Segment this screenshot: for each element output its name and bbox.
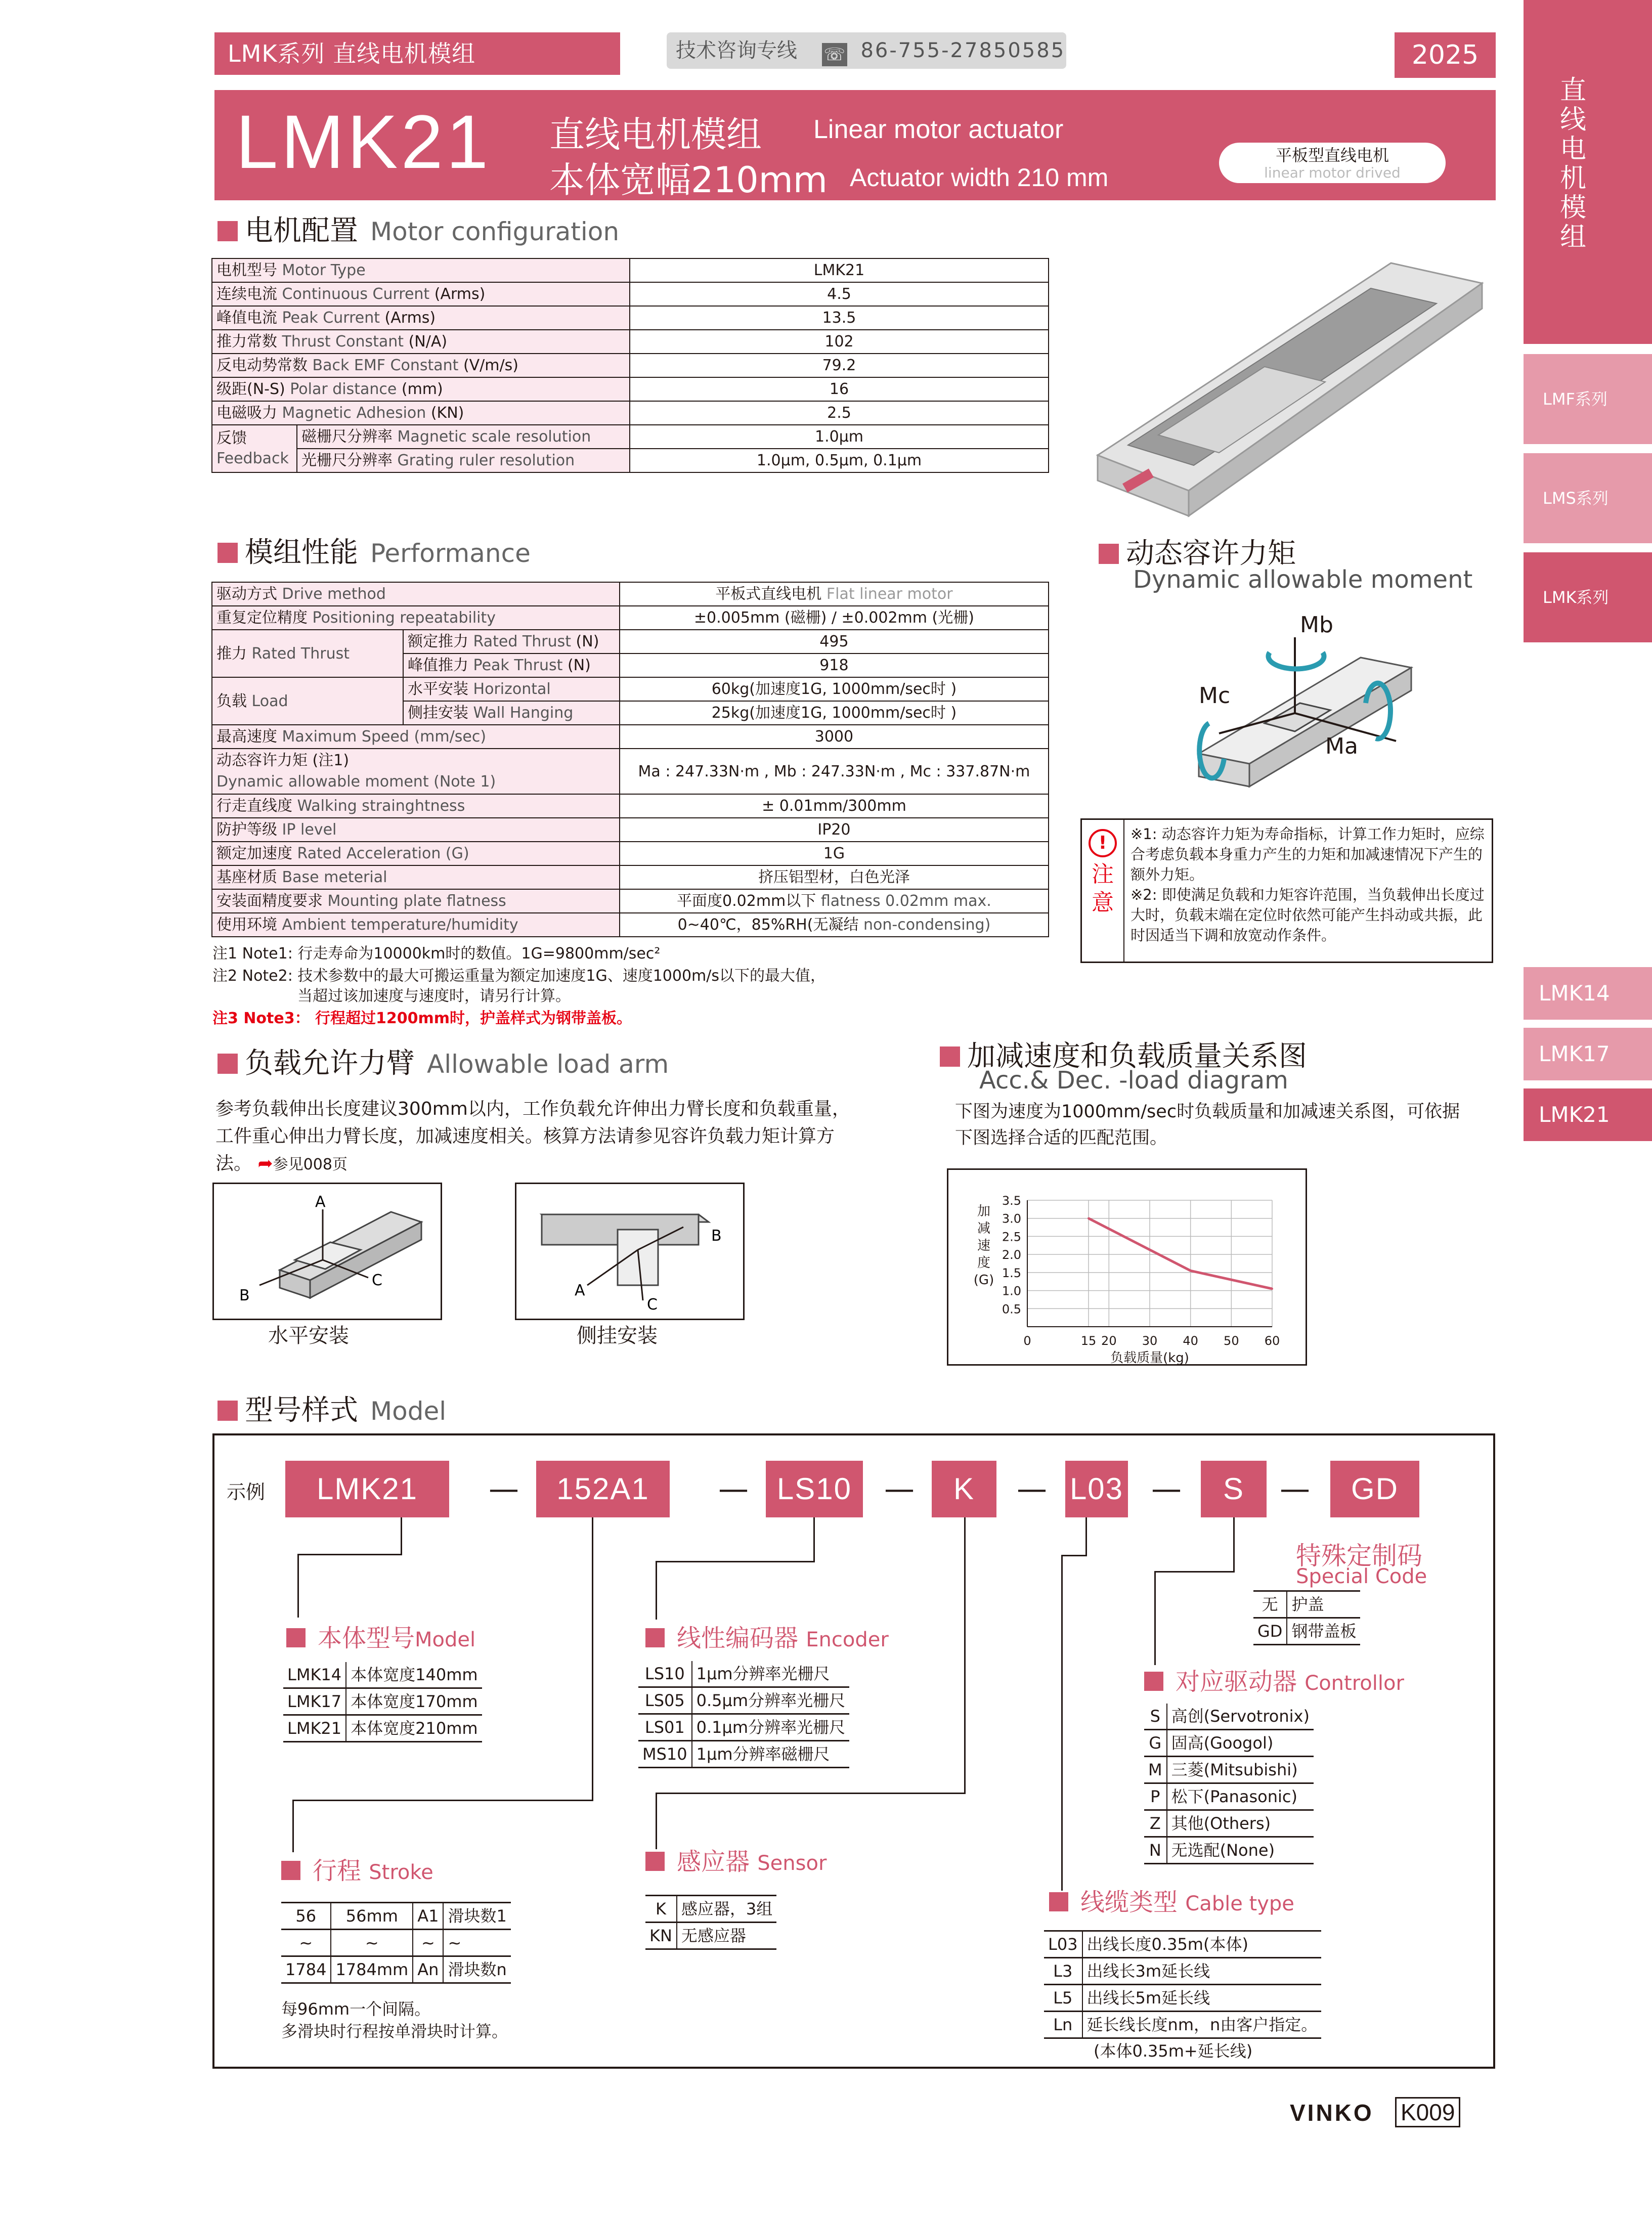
table-cell: Ln xyxy=(1044,2012,1082,2038)
controller-heading: 对应驱动器 Controllor xyxy=(1144,1662,1404,1697)
table-cell: Z xyxy=(1144,1810,1167,1837)
encoder-heading: 线性编码器 Encoder xyxy=(645,1619,889,1653)
cable-table xyxy=(1044,1930,1321,2039)
table-row: 56 56mm A1 滑块数1 xyxy=(281,1903,511,1930)
width-en: Actuator width 210 mm xyxy=(850,163,1109,192)
table-row: 峰值推力 Peak Thrust (N) 918 xyxy=(212,653,1049,677)
section-marker xyxy=(1099,544,1119,564)
table-cell: 1.0μm, 0.5μm, 0.1μm xyxy=(630,449,1049,472)
section-marker xyxy=(1144,1672,1163,1691)
table-row xyxy=(1044,2012,1321,2038)
table-row xyxy=(1144,1837,1314,1864)
hotline-label: 技术咨询专线 xyxy=(676,39,797,62)
tab-lms-series[interactable]: LMS系列 xyxy=(1524,453,1652,543)
motor-type-badge xyxy=(1219,143,1446,183)
axis-label: C xyxy=(647,1296,658,1314)
table-row xyxy=(645,1923,776,1949)
note-2: 注2 Note2: 技术参数中的最大可搬运重量为额定加速度1G、速度1000m/s以下的最大值， xyxy=(212,967,826,985)
table-cell: 延长线长度nm，n由客户指定。 xyxy=(1082,2012,1322,2038)
axis-label: B xyxy=(239,1287,250,1304)
table-cell: 本体宽度210mm xyxy=(346,1715,482,1742)
table-row xyxy=(1253,1591,1360,1618)
performance-heading: 模组性能 Performance xyxy=(218,530,531,571)
motor-config-table xyxy=(211,258,1049,473)
note-3: 注3 Note3： 行程超过1200mm时，护盖样式为钢带盖板。 xyxy=(212,1010,632,1027)
phone-icon: ☏ xyxy=(822,43,847,66)
body-model-table xyxy=(283,1662,482,1742)
table-cell: 松下(Panasonic) xyxy=(1167,1783,1314,1810)
series-line xyxy=(1089,1218,1272,1289)
y-tick-label: 3.5 xyxy=(1002,1194,1021,1208)
table-cell: 1.0μm xyxy=(630,425,1049,449)
acc-chart-desc: 下图为速度为1000mm/sec时负载质量和加减速关系图，可依据 下图选择合适的匹配范围。 xyxy=(955,1102,1460,1148)
x-tick-label: 60 xyxy=(1264,1334,1280,1348)
badge-cn: 平板型直线电机 xyxy=(1275,146,1389,165)
cable-note: (本体0.35m+延长线) xyxy=(1094,2041,1253,2061)
y-axis-label: 度 xyxy=(977,1255,991,1271)
table-row: 负载 Load 水平安装 Horizontal 60kg(加速度1G, 1000mm/sec时 ) xyxy=(212,677,1049,701)
table-row: 防护等级 IP level IP20 xyxy=(212,818,1049,842)
table-cell: LMK21 xyxy=(630,258,1049,282)
code-controller: S xyxy=(1201,1461,1267,1517)
table-row xyxy=(283,1662,482,1688)
tab-lmk14[interactable]: LMK14 xyxy=(1524,967,1652,1020)
y-tick-label: 3.0 xyxy=(1002,1211,1021,1226)
table-cell: 出线长3m延长线 xyxy=(1082,1958,1322,1985)
table-row: ~ ~ ~ ~ xyxy=(281,1930,511,1956)
table-row xyxy=(1044,1985,1321,2012)
series-banner xyxy=(214,32,620,75)
x-tick-label: 0 xyxy=(1023,1334,1031,1348)
table-cell: 电机型号 Motor Type xyxy=(212,258,630,282)
table-cell: 4.5 xyxy=(630,282,1049,306)
encoder-table xyxy=(638,1661,849,1768)
table-cell: P xyxy=(1144,1783,1167,1810)
load-arm-text: 参考负载伸出长度建议300mm以内，工作负载允许伸出力臂长度和负载重量， 工件重心伸出力臂长度，加减速度相关。核算方法请参见容许负载力矩计算方 法。 ➦参见008页 xyxy=(215,1099,850,1174)
section-marker xyxy=(218,221,238,241)
table-cell: 79.2 xyxy=(630,354,1049,377)
y-tick-label: 1.0 xyxy=(1002,1284,1021,1298)
axis-label: A xyxy=(575,1282,585,1299)
motor-config-heading: 电机配置 Motor configuration xyxy=(218,208,619,249)
code-cable: L03 xyxy=(1065,1461,1128,1517)
table-row: 推力 Rated Thrust 额定推力 Rated Thrust (N) 495 xyxy=(212,630,1049,653)
note-1: 注1 Note1: 行走寿命为10000km时的数值。1G=9800mm/sec² xyxy=(212,945,661,963)
tab-lmf-series[interactable]: LMF系列 xyxy=(1524,354,1652,444)
stroke-notes: 每96mm一个间隔。 多滑块时行程按单滑块时计算。 xyxy=(281,1999,508,2041)
table-row xyxy=(638,1741,849,1768)
table-row xyxy=(212,449,1049,472)
y-tick-label: 1.5 xyxy=(1002,1266,1021,1280)
table-cell: 16 xyxy=(630,377,1049,401)
model-heading: 型号样式 Model xyxy=(218,1388,446,1428)
table-row xyxy=(645,1896,776,1923)
dash: — xyxy=(1017,1471,1047,1507)
y-tick-label: 2.5 xyxy=(1002,1230,1021,1244)
table-row xyxy=(212,306,1049,330)
x-axis-label: 负载质量(kg) xyxy=(1110,1350,1189,1364)
stroke-table xyxy=(281,1902,511,1984)
table-cell: 其他(Others) xyxy=(1167,1810,1314,1837)
code-model: LMK21 xyxy=(285,1461,449,1517)
axis-label: C xyxy=(372,1272,382,1289)
width-cn: 本体宽幅210mm xyxy=(549,159,828,201)
dash: — xyxy=(1151,1471,1182,1507)
section-marker xyxy=(218,1401,238,1421)
axis-label: A xyxy=(315,1193,326,1211)
load-arm-heading: 负载允许力臂 Allowable load arm xyxy=(218,1041,669,1081)
table-cell: 0.5μm分辨率光栅尺 xyxy=(692,1687,849,1714)
caption-wall: 侧挂安装 xyxy=(577,1324,658,1347)
dynamic-moment-heading: 动态容许力矩 xyxy=(1099,531,1296,572)
hotline-number: 86-755-27850585 xyxy=(860,39,1066,62)
performance-table xyxy=(211,582,1049,937)
moment-label: Mb xyxy=(1300,612,1333,638)
dash: — xyxy=(489,1471,519,1507)
table-cell: 护盖 xyxy=(1287,1591,1360,1618)
table-cell: 级距(N-S) Polar distance (mm) xyxy=(212,377,630,401)
table-cell: 推力常数 Thrust Constant (N/A) xyxy=(212,330,630,354)
table-row xyxy=(1144,1704,1314,1730)
table-row xyxy=(1144,1810,1314,1837)
table-row xyxy=(638,1687,849,1714)
table-row xyxy=(283,1715,482,1742)
series-label: LMK系列 直线电机模组 xyxy=(228,40,476,67)
table-cell: 连续电流 Continuous Current (Arms) xyxy=(212,282,630,306)
section-marker xyxy=(645,1852,665,1871)
table-row xyxy=(1044,1958,1321,1985)
table-cell: 峰值电流 Peak Current (Arms) xyxy=(212,306,630,330)
sensor-table xyxy=(645,1895,776,1950)
table-cell: 无感应器 xyxy=(677,1923,776,1949)
sidebar-vertical-title: 直线电机模组 xyxy=(1559,75,1586,252)
subtitle-cn: 直线电机模组 xyxy=(549,114,762,155)
x-tick-label: 30 xyxy=(1142,1334,1158,1348)
table-cell: 0.1μm分辨率光栅尺 xyxy=(692,1714,849,1741)
table-cell: LMK14 xyxy=(283,1662,346,1688)
table-cell: 固高(Googol) xyxy=(1167,1730,1314,1757)
controller-table xyxy=(1144,1704,1314,1864)
table-cell: LS01 xyxy=(638,1714,692,1741)
caution-label: ! 注意 xyxy=(1082,820,1124,962)
moment-label: Mc xyxy=(1199,683,1231,709)
table-cell: K xyxy=(645,1896,677,1923)
table-row xyxy=(1144,1730,1314,1757)
table-cell: N xyxy=(1144,1837,1167,1864)
brand-logo: VINKO xyxy=(1290,2100,1374,2126)
table-cell: 光栅尺分辨率 Grating ruler resolution xyxy=(297,449,630,472)
table-row xyxy=(212,258,1049,282)
year-badge: 2025 xyxy=(1395,32,1496,78)
section-marker xyxy=(1049,1892,1068,1911)
note-2-cont: 当超过该加速度与速度时，请另行计算。 xyxy=(297,987,571,1005)
table-row: 重复定位精度 Positioning repeatability ±0.005mm (磁栅) / ±0.002mm (光栅) xyxy=(212,606,1049,630)
table-row: 侧挂安装 Wall Hanging 25kg(加速度1G, 1000mm/sec时 ) xyxy=(212,701,1049,725)
moment-diagram xyxy=(1179,607,1431,799)
hotline-box xyxy=(667,32,1066,69)
warning-icon: ! xyxy=(1089,829,1117,857)
section-marker xyxy=(645,1628,665,1647)
y-axis-label: 减 xyxy=(977,1221,991,1236)
section-marker xyxy=(940,1046,960,1067)
table-cell: 钢带盖板 xyxy=(1287,1618,1360,1645)
table-cell: 三菱(Mitsubishi) xyxy=(1167,1757,1314,1783)
tab-lmk-series[interactable]: LMK系列 xyxy=(1524,552,1652,642)
wall-mount-diagram xyxy=(515,1183,745,1320)
data-point xyxy=(1190,1270,1192,1272)
table-row xyxy=(212,330,1049,354)
x-tick-label: 20 xyxy=(1101,1334,1117,1348)
special-heading: 特殊定制码 xyxy=(1296,1541,1422,1570)
table-row xyxy=(1044,1931,1321,1958)
table-cell: LS05 xyxy=(638,1687,692,1714)
table-cell: 高创(Servotronix) xyxy=(1167,1704,1314,1730)
table-row xyxy=(283,1688,482,1715)
code-stroke: 152A1 xyxy=(536,1461,670,1517)
caption-horizontal: 水平安装 xyxy=(268,1324,349,1347)
table-row: 使用环境 Ambient temperature/humidity 0~40℃，85%RH(无凝结 non-condensing) xyxy=(212,913,1049,937)
table-row xyxy=(638,1661,849,1687)
body-model-heading: 本体型号Model xyxy=(286,1619,475,1653)
table-row xyxy=(1144,1783,1314,1810)
table-cell: M xyxy=(1144,1757,1167,1783)
table-row xyxy=(1144,1757,1314,1783)
table-cell: 磁栅尺分辨率 Magnetic scale resolution xyxy=(297,425,630,449)
table-cell: KN xyxy=(645,1923,677,1949)
section-marker xyxy=(281,1861,300,1880)
table-row: 额定加速度 Rated Acceleration (G) 1G xyxy=(212,842,1049,865)
table-cell: 1μm分辨率磁栅尺 xyxy=(692,1741,849,1768)
acc-chart xyxy=(948,1170,1306,1364)
axis-label: B xyxy=(711,1227,722,1245)
table-row xyxy=(212,354,1049,377)
table-cell: 出线长5m延长线 xyxy=(1082,1985,1322,2012)
code-sensor: K xyxy=(932,1461,996,1517)
section-marker xyxy=(218,1054,238,1074)
special-heading-en: Special Code xyxy=(1296,1565,1427,1588)
data-point xyxy=(1271,1288,1273,1290)
x-tick-label: 40 xyxy=(1183,1334,1198,1348)
table-cell: L03 xyxy=(1044,1931,1082,1958)
subtitle-en: Linear motor actuator xyxy=(813,115,1064,144)
code-encoder: LS10 xyxy=(766,1461,863,1517)
product-image xyxy=(1088,253,1487,526)
dynamic-moment-heading-en: Dynamic allowable moment xyxy=(1133,565,1473,594)
acc-chart-frame xyxy=(947,1168,1307,1366)
dash: — xyxy=(884,1471,915,1507)
table-cell: LS10 xyxy=(638,1661,692,1687)
table-cell: 1μm分辨率光栅尺 xyxy=(692,1661,849,1687)
table-cell: 反电动势常数 Back EMF Constant (V/m/s) xyxy=(212,354,630,377)
caution-box xyxy=(1080,818,1493,963)
cable-heading: 线缆类型 Cable type xyxy=(1049,1883,1294,1917)
dash: — xyxy=(718,1471,749,1507)
table-cell: G xyxy=(1144,1730,1167,1757)
table-cell: MS10 xyxy=(638,1741,692,1768)
y-axis-label: 加 xyxy=(977,1204,991,1219)
stroke-heading: 行程 Stroke xyxy=(281,1851,433,1886)
special-table xyxy=(1253,1590,1360,1645)
table-row xyxy=(212,282,1049,306)
x-tick-label: 15 xyxy=(1080,1334,1097,1348)
x-tick-label: 50 xyxy=(1224,1334,1239,1348)
table-cell: S xyxy=(1144,1704,1167,1730)
table-cell: 102 xyxy=(630,330,1049,354)
table-cell: 无 xyxy=(1253,1591,1287,1618)
example-label: 示例 xyxy=(227,1481,266,1503)
ref-arrow-icon: ➦ xyxy=(257,1153,273,1174)
acc-chart-heading: 加减速度和负载质量关系图 xyxy=(940,1034,1307,1074)
page-number: K009 xyxy=(1395,2097,1460,2127)
table-cell: 电磁吸力 Magnetic Adhesion (KN) xyxy=(212,401,630,425)
table-cell: 本体宽度140mm xyxy=(346,1662,482,1688)
table-row: 最高速度 Maximum Speed (mm/sec) 3000 xyxy=(212,725,1049,749)
table-cell: L5 xyxy=(1044,1985,1082,2012)
feedback-label: 反馈 Feedback xyxy=(212,425,297,472)
y-axis-label: 速 xyxy=(977,1238,991,1253)
dash: — xyxy=(1280,1471,1310,1507)
table-row: 1784 1784mm An 滑块数n xyxy=(281,1956,511,1983)
horizontal-mount-diagram xyxy=(212,1183,442,1320)
badge-en: linear motor drived xyxy=(1264,164,1401,181)
table-cell: 本体宽度170mm xyxy=(346,1688,482,1715)
section-marker xyxy=(286,1628,306,1647)
table-cell: 13.5 xyxy=(630,306,1049,330)
page-title: LMK21 xyxy=(236,99,492,184)
table-row: 驱动方式 Drive method 平板式直线电机 Flat linear motor xyxy=(212,582,1049,606)
table-cell: 2.5 xyxy=(630,401,1049,425)
y-axis-label: (G) xyxy=(973,1273,994,1288)
table-row xyxy=(212,377,1049,401)
tab-lmk21[interactable]: LMK21 xyxy=(1524,1088,1652,1141)
data-point xyxy=(1088,1217,1090,1219)
table-row xyxy=(212,401,1049,425)
sensor-heading: 感应器 Sensor xyxy=(645,1842,827,1877)
tab-lmk17[interactable]: LMK17 xyxy=(1524,1028,1652,1080)
table-row xyxy=(212,425,1049,449)
moment-label: Ma xyxy=(1325,733,1358,759)
table-cell: LMK17 xyxy=(283,1688,346,1715)
table-row: 行走直线度 Walking strainghtness ± 0.01mm/300mm xyxy=(212,794,1049,818)
y-tick-label: 2.0 xyxy=(1002,1248,1021,1262)
table-row xyxy=(1253,1618,1360,1645)
table-row: 动态容许力矩 (注1) Dynamic allowable moment (Note 1) Ma : 247.33N·m , Mb : 247.33N·m , Mc : 337.87N·m xyxy=(212,749,1049,794)
section-marker xyxy=(218,543,238,563)
y-tick-label: 0.5 xyxy=(1002,1302,1021,1317)
caution-text: ※1: 动态容许力矩为寿命指标，计算工作力矩时，应综合考虑负载本身重力产生的力矩和加减速情况下产生的额外力矩。 ※2: 即使满足负载和力矩容许范围，当负载伸出长度过大时，负载末端在定位时依然可能产生抖动或共振，此时因适当下调和放宽动作条件。 xyxy=(1131,825,1485,944)
table-cell: L3 xyxy=(1044,1958,1082,1985)
table-cell: 出线长度0.35m(本体) xyxy=(1082,1931,1322,1958)
table-row xyxy=(638,1714,849,1741)
table-row: 基座材质 Base meterial 挤压铝型材，白色光泽 xyxy=(212,865,1049,889)
table-row: 安装面精度要求 Mounting plate flatness 平面度0.02mm以下 flatness 0.02mm max. xyxy=(212,889,1049,913)
table-cell: GD xyxy=(1253,1618,1287,1645)
table-cell: 感应器，3组 xyxy=(677,1896,776,1923)
table-cell: LMK21 xyxy=(283,1715,346,1742)
table-cell: 无选配(None) xyxy=(1167,1837,1314,1864)
acc-chart-heading-en: Acc.& Dec. -load diagram xyxy=(979,1066,1288,1095)
code-special: GD xyxy=(1330,1461,1419,1517)
